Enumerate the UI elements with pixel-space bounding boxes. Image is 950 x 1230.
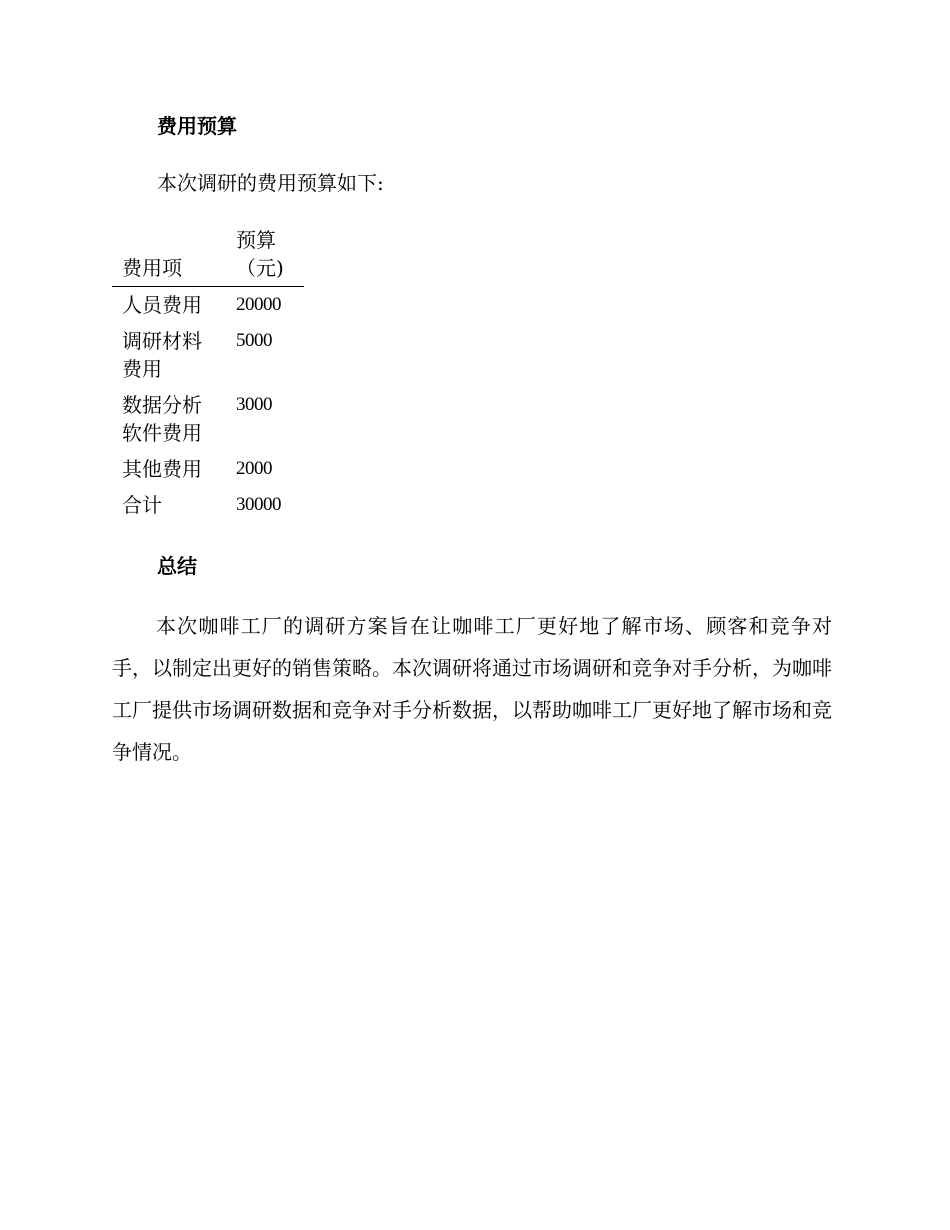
budget-table-header [112,224,304,287]
cell-amount: 2000 [236,458,272,479]
budget-intro-text: 本次调研的费用预算如下: [157,171,384,195]
table-row [112,323,304,387]
table-row [112,387,304,451]
cell-amount: 3000 [236,394,272,415]
cell-item: 调研材料费用 [122,329,202,381]
cell-amount: 20000 [236,294,281,315]
budget-table-header-row [112,224,304,287]
table-row-total [112,487,304,523]
table-row [112,451,304,487]
cell-item: 合计 [122,493,162,517]
column-header-budget: 预算（元) [236,228,284,280]
column-header-item: 费用项 [122,256,182,280]
table-row [112,287,304,324]
cell-item: 其他费用 [122,457,202,481]
cell-item: 人员费用 [122,293,202,317]
cell-amount: 5000 [236,330,272,351]
summary-paragraph: 本次咖啡工厂的调研方案旨在让咖啡工厂更好地了解市场、顾客和竞争对手，以制定出更好的销售策略。本次调研将通过市场调研和竞争对手分析，为咖啡工厂提供市场调研数据和竞争对手分析数据，以帮助咖啡工厂更好地了解市场和竞争情况。 [112,614,832,764]
budget-heading: 费用预算 [157,114,237,138]
cell-item: 数据分析软件费用 [122,393,202,445]
budget-table-body [112,287,304,524]
summary-heading: 总结 [157,554,197,578]
cell-amount: 30000 [236,494,281,515]
budget-table [112,224,304,523]
